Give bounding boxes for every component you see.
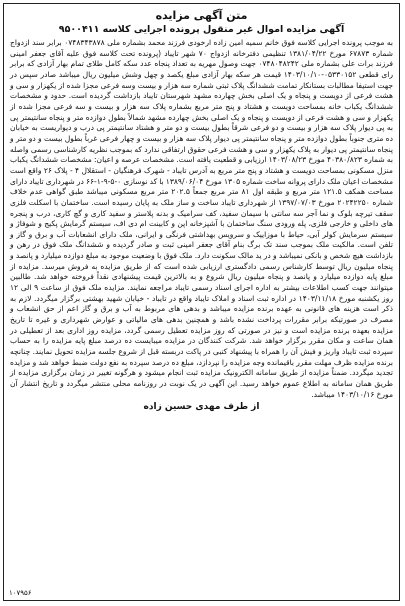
notice-paragraph: به موجب پرونده اجرایی کلاسه فوق خانم سمیه امین زاده ارخودی فرزند محمد بشماره ملی ۰۷۴۸۳۴۳۸۷۸ برابر سند ازدواج شماره ۶۷۸۷۳ مورخ ۱۳۸۱/۰۴/۲۲ تنظیمی دفترخانه ازدواج ۷۰ شهر تایباد (پرونده تحت کلاسه فوق علیه آقای جعفر امینی فرزند برات علی بشماره ملی ۰۷۴۸۰۴۸۲۴۲ جهت وصول مهریه به تعداد پنجاه عدد سکه کامل طلای تمام بهار آزادی که برابر رای قطعی ۰۵۳۳۰۱۵۲-۱۴۰۳/۱۰/۱۰ قیمت هر سکه بهار آزادی مبلغ یکصد و چهل وشش میلیون ریال میباشد صادر سپس در جهت استیفا مطالبات بستانکار تمامت ششدانگ پلاک ثبتی شماره سه هزار و بیست وسه فرعی مجزا شده از یکهزار و سی و هشت فرعی از دویست و پنجاه و یک اصلی بخش چهارده مشهد شهرستان تایباد بازداشت گردیده است. [10,38,394,101]
notice-body [10,38,393,400]
auction-notice [3,3,400,601]
notice-code: ۱۰۷۹۵۶ [9,589,32,597]
notice-signature: از طرف مهدی حسین زاده [143,402,260,413]
notice-title: متن آگهی مزایده [155,9,248,22]
notice-subtitle: آگهی مزایده اموال غیر منقول پرونده اجرایی کلاسه ۹۵۰۰۴۱۱ [58,24,345,35]
notice-paragraph: حدود و مشخصات ششدانگ یکباب خانه بمساحت دویست و هشتاد و پنج متر مربع بشماره پلاک سه هزار و بیست و سه فرعی مجزا شده از یکهزار و سی و هشت فرعی از دویست و پنجاه و یک اصلی بخش چهارده مشهد شمالاً بطول دوازده متر و پنجاه سانتیمتر پی به پی دیوار پلاک سه هزار و بیست و دو فرعی شرقاً بطول بیست و دو متر و هشتاد سانتیمتر پی درب و دیواریست به خیابان ده متری جنوباً بطول دوازده متر و پنجاه سانتیمتر پی دیوار پلاک سه هزار و بیست و چهار فرعی غرباً بطول بیست و دو متر و پنجاه سانتیمتر پی دیوار به پلاک یکهزار و سی و هشت فرعی حقوق ارتفاقی ندارد که بموجب نظریه کارشناسی رسمی واصله به شماره ۴۰۳۸۰/۸۲۳ مورخ ۱۴۰۳/۰۸/۲۳ ارزیابی و قطعیت یافته است. [10,91,394,165]
notice-paragraph: مشخصات عرصه و اعیان: مشخصات ششدانگ یکباب منزل مسکونی بمساحت دویست و هشتاد و پنج متر مربع به آدرس تایباد - شهرک فرهنگیان - استقلال ۴ - پلاک ۲۶ واقع است مشخصات اعیان ملک دارای پروانه ساخت شماره ۱۳۰۵ مورخ ۱۳۸۹/۰۶/۰۴ با کد نوسازی ۰-۵-۹-۱-۶۶ در شهرداری تایباد دارای مساحت همکف ۱۲۱.۵ متر مربع و طبقه اول ۸۱ متر مربع جمعاً ۲۰۲.۵ متر مربع مسکونی میباشد طبق گواهی عدم خلاف شماره ۲۰۲۴۲۲۵۰ مورخ ۱۳۹۷/۰۷/۰۳ از شهرداری تایباد ساخت و ساز ملک به پایان رسیده است. ساختمان با اسکلت فلزی سقف تیرچه بلوک و نما آجر سه سانتی با سیمان سفید، کف سرامیک و بدنه پلاستر و سفید کاری و گچ کاری، درب و پنجره های داخلی و خارجی فلزی، پله ورودی سنگ ساختمان با آشپزخانه اپن و کابینت ام دی اف، سیستم گرمایش پکیج و شوفاژ و سیستم سرمایش کولر آبی، حیاط با موزاییک و سرویس بهداشتی فرنگی و ایرانی، ملک دارای انشعابات آب و برق و گاز و تلفن است. مالکیت ملک بموجب سند تک برگ بنام آقای جعفر امینی ثبت و صادر گردیده و ششدانگ ملک فوق در رهن و بازداشت هیچ شخص و بانکی نمیباشد و در ید مالک سکونت دارد. ملک فوق با وضعیت موجود به مبلغ دوازده میلیارد و پانصد و پنجاه میلیون ریال توسط کارشناس رسمی دادگستری ارزیابی شده است که از طریق مزایده به فروش میرسد. مزایده از مبلغ پایه دوازده میلیارد و پانصد و پنجاه میلیون ریال شروع و به بالاترین قیمت پیشنهادی نقداً فروخته خواهد شد. طالبین میتوانند جهت کسب اطلاعات بیشتر به اداره اجرای اسناد رسمی تایباد مراجعه نمایند. مزایده ملک فوق از ساعت ۹ الی ۱۲ روز یکشنبه مورخ ۱۴۰۳/۱۱/۱۸ در اداره ثبت اسناد و املاک تایباد واقع در تایباد - خیابان شهید بهشتی برگزار میگردد. لازم به ذکر است هزینه های قانونی به عهده برنده مزایده میباشد و بدهی های مربوط به آب و برق و گاز اعم از حق انشعاب و مصرف در صورتیکه برابر مقررات پرداخت نشده باشد و همچنین بدهی های مالیاتی و عوارض شهرداری و غیره تا تاریخ مزایده بعهده برنده مزایده است و نیز در صورتی که روز مزایده تعطیل رسمی گردد، مزایده روز اداری بعد از تعطیلی در همان ساعت و مکان مقرر برگزار خواهد شد. شرکت کنندگان در مزایده میبایست ده درصد مبلغ پایه مزایده را به حساب سپرده ثبت تایباد واریز و فیش آن را همراه با پیشنهاد کتبی در پاکت دربسته قبل از شروع جلسه مزایده تحویل نمایند. چنانچه برنده مزایده ظرف مهلت مقرر باقیمانده وجه مزایده را نپردازد، مبلغ ده درصد سپرده به نفع دولت ضبط خواهد شد و مزایده تجدید میگردد. ضمناً مزایده از طریق سامانه الکترونیک مزایده ثبت انجام میشود و هرگونه تغییر در زمان برگزاری مزایده از طریق همان سامانه به اطلاع عموم خواهد رسید. این آگهی در یک نوبت در روزنامه محلی منتشر میگردد و تاریخ انتشار آن مورخ ۱۴۰۳/۱۰/۱۶ میباشد. [10,155,394,399]
